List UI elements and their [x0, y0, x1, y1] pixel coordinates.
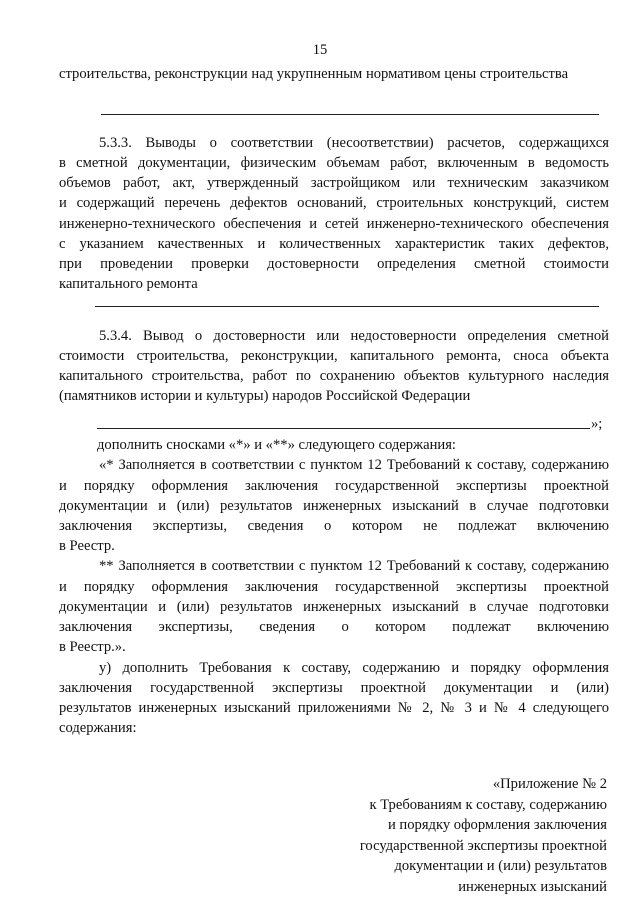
text-line: 5.3.4. Вывод о достоверности или недостоверности определения сметной	[99, 328, 609, 344]
appendix-line: и порядку оформления заключения	[387, 817, 607, 834]
appendix-line: государственной экспертизы проектной	[359, 837, 607, 854]
text-line: ** Заполняется в соответствии с пунктом 12 Требований к составу, содержанию	[99, 558, 609, 574]
text-line: документации и (или) результатов инженерных изысканий в случае подготовки	[59, 599, 609, 615]
fill-line-2	[95, 306, 599, 307]
text-line: результатов инженерных изысканий приложениями № 2, № 3 и № 4 следующего	[59, 700, 609, 716]
appendix-line: «Приложение № 2	[492, 776, 607, 792]
text-line: стоимости строительства, реконструкции, капитального ремонта, сноса объекта	[59, 348, 609, 364]
appendix-line: инженерных изысканий	[458, 878, 607, 895]
text-line: в Реестр.».	[59, 639, 126, 655]
appendix-line: к Требованиям к составу, содержанию	[369, 796, 607, 813]
text-line: инженерно-технического обеспечения и сетей инженерно-технического обеспечения	[59, 216, 609, 232]
text-line: документации и (или) результатов инженерных изысканий в случае подготовки	[59, 498, 609, 514]
text-line: с указанием качественных и количественных характеристик таких дефектов,	[59, 236, 609, 252]
text-line: при проведении проверки достоверности определения сметной стоимости	[59, 256, 609, 272]
top-line: строительства, реконструкции над укрупненным нормативом цены строительства	[59, 66, 569, 82]
text-line: капитального ремонта	[59, 276, 198, 292]
text-line: заключения экспертизы, сведения о котором не подлежат включению	[59, 518, 609, 534]
closing-quote: »;	[591, 416, 603, 432]
fill-line-1	[101, 114, 599, 115]
text-line: и содержащий перечень дефектов оснований, строительных конструкций, систем	[59, 195, 609, 211]
text-line: (памятников истории и культуры) народов Российской Федерации	[59, 388, 471, 404]
text-line: 5.3.3. Выводы о соответствии (несоответствии) расчетов, содержащихся	[99, 135, 609, 151]
page-number: 15	[312, 42, 328, 58]
text-line: в сметной документации, физическим объемам работ, включенным в ведомость	[59, 155, 609, 171]
appendix-line: документации и (или) результатов	[394, 858, 607, 875]
text-line: содержания:	[59, 720, 137, 736]
text-line: «* Заполняется в соответствии с пунктом 12 Требований к составу, содержанию	[99, 457, 609, 473]
text-line: заключения экспертизы, сведения о котором подлежат включению	[59, 619, 609, 635]
text-line: заключения государственной экспертизы проектной документации и (или)	[59, 680, 609, 696]
text-line: капитального строительства, работ по сохранению объектов культурного наследия	[59, 368, 609, 384]
appendix-heading	[307, 776, 607, 900]
text-line: у) дополнить Требования к составу, содержанию и порядку оформления	[99, 660, 609, 676]
text-line: объемов работ, акт, утвержденный застройщиком или техническим заказчиком	[59, 175, 609, 191]
text-line: и порядку оформления заключения государственной экспертизы проектной	[59, 478, 609, 494]
text-line: в Реестр.	[59, 538, 115, 554]
fill-line-3	[97, 428, 590, 429]
footnotes-intro: дополнить сносками «*» и «**» следующего содержания:	[97, 437, 456, 453]
text-line: и порядку оформления заключения государственной экспертизы проектной	[59, 579, 609, 595]
